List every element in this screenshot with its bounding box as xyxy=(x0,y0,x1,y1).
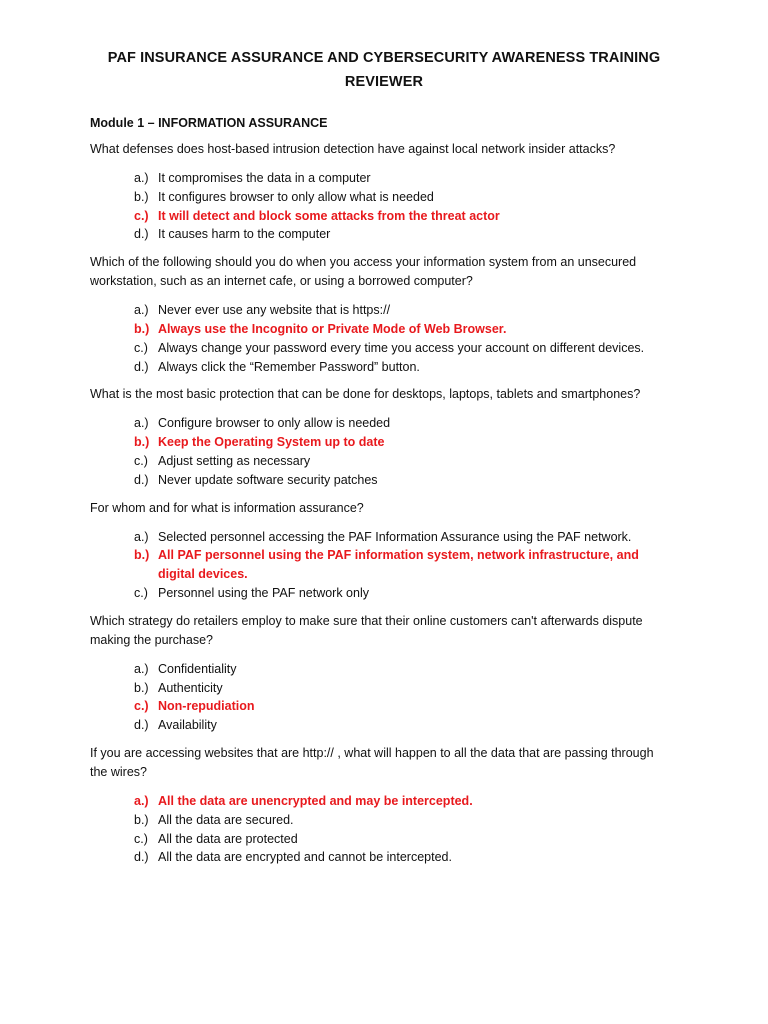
answer-choice xyxy=(134,830,678,849)
answer-choice xyxy=(134,528,678,547)
choice-text: Adjust setting as necessary xyxy=(158,453,311,468)
choice-letter: a.) xyxy=(134,793,149,808)
choice-text: Always click the “Remember Password” button. xyxy=(158,359,420,374)
choice-letter: c.) xyxy=(134,585,148,600)
correct-answer-choice xyxy=(134,207,678,226)
question-block xyxy=(90,499,678,603)
answer-choice xyxy=(134,339,678,358)
module-heading: Module 1 – INFORMATION ASSURANCE xyxy=(90,116,328,130)
document-title: PAF INSURANCE ASSURANCE AND CYBERSECURITY AWARENESS TRAINING REVIEWER xyxy=(107,50,661,90)
choice-text: Non-repudiation xyxy=(158,699,255,714)
question-block xyxy=(90,385,678,489)
answer-choice xyxy=(134,848,678,867)
choice-letter: b.) xyxy=(134,680,149,695)
answer-choice xyxy=(134,301,678,320)
question-text: For whom and for what is information assurance? xyxy=(90,500,364,515)
correct-answer-choice xyxy=(134,546,678,584)
choice-text: Always change your password every time you access your account on different devices. xyxy=(158,340,645,355)
question-text: If you are accessing websites that are http:// , what will happen to all the data that are passing through the wires? xyxy=(90,745,654,779)
choice-text: It configures browser to only allow what is needed xyxy=(158,189,434,204)
answer-choice xyxy=(134,169,678,188)
choice-letter: d.) xyxy=(134,472,149,487)
choice-letter: b.) xyxy=(134,189,149,204)
question-block xyxy=(90,140,678,244)
correct-answer-choice xyxy=(134,697,678,716)
choice-letter: c.) xyxy=(134,831,148,846)
question-block xyxy=(90,253,678,376)
choice-list xyxy=(90,169,678,244)
choice-text: All the data are protected xyxy=(158,831,298,846)
choice-list xyxy=(90,528,678,603)
choice-text: Keep the Operating System up to date xyxy=(158,435,385,450)
answer-choice xyxy=(134,358,678,377)
choice-list xyxy=(90,301,678,376)
choice-text: Personnel using the PAF network only xyxy=(158,585,369,600)
answer-choice xyxy=(134,414,678,433)
choice-letter: a.) xyxy=(134,661,149,676)
answer-choice xyxy=(134,225,678,244)
answer-choice xyxy=(134,811,678,830)
answer-choice xyxy=(134,716,678,735)
choice-text: All PAF personnel using the PAF information system, network infrastructure, and digital devices. xyxy=(158,548,639,582)
choice-text: All the data are secured. xyxy=(158,812,294,827)
choice-letter: c.) xyxy=(134,453,148,468)
question-text: What is the most basic protection that can be done for desktops, laptops, tablets and smartphones? xyxy=(90,387,641,402)
choice-letter: b.) xyxy=(134,548,150,563)
correct-answer-choice xyxy=(134,433,678,452)
choice-letter: d.) xyxy=(134,227,149,242)
choice-letter: a.) xyxy=(134,416,149,431)
question-list xyxy=(90,140,678,867)
answer-choice xyxy=(134,584,678,603)
choice-text: It causes harm to the computer xyxy=(158,227,331,242)
choice-letter: b.) xyxy=(134,321,150,336)
choice-list xyxy=(90,792,678,867)
choice-text: Authenticity xyxy=(158,680,223,695)
choice-letter: b.) xyxy=(134,812,149,827)
choice-list xyxy=(90,660,678,735)
choice-text: Configure browser to only allow is needed xyxy=(158,416,391,431)
question-text: Which strategy do retailers employ to make sure that their online customers can't afterwards dispute making the purchase? xyxy=(90,613,643,647)
correct-answer-choice xyxy=(134,320,678,339)
choice-text: All the data are encrypted and cannot be intercepted. xyxy=(158,850,452,865)
choice-text: All the data are unencrypted and may be intercepted. xyxy=(158,793,473,808)
choice-letter: a.) xyxy=(134,529,149,544)
answer-choice xyxy=(134,660,678,679)
choice-letter: c.) xyxy=(134,340,148,355)
choice-text: It will detect and block some attacks from the threat actor xyxy=(158,208,500,223)
choice-letter: d.) xyxy=(134,359,149,374)
choice-letter: c.) xyxy=(134,208,149,223)
question-block xyxy=(90,744,678,867)
choice-letter: d.) xyxy=(134,850,149,865)
question-block xyxy=(90,612,678,735)
correct-answer-choice xyxy=(134,792,678,811)
choice-letter: d.) xyxy=(134,718,149,733)
choice-letter: a.) xyxy=(134,171,149,185)
choice-letter: a.) xyxy=(134,303,149,318)
choice-text: Confidentiality xyxy=(158,661,237,676)
answer-choice xyxy=(134,188,678,207)
choice-text: Never ever use any website that is https:// xyxy=(158,303,391,318)
choice-text: It compromises the data in a computer xyxy=(158,171,371,185)
answer-choice xyxy=(134,471,678,490)
question-text: Which of the following should you do when you access your information system from an unsecured workstation, such as an internet cafe, or using a borrowed computer? xyxy=(90,255,637,289)
choice-text: Always use the Incognito or Private Mode of Web Browser. xyxy=(158,321,507,336)
answer-choice xyxy=(134,679,678,698)
choice-text: Availability xyxy=(158,718,217,733)
question-text: What defenses does host-based intrusion detection have against local network insider attacks? xyxy=(90,142,616,156)
choice-text: Never update software security patches xyxy=(158,472,378,487)
choice-letter: c.) xyxy=(134,699,149,714)
answer-choice xyxy=(134,452,678,471)
choice-list xyxy=(90,414,678,489)
choice-text: Selected personnel accessing the PAF Information Assurance using the PAF network. xyxy=(158,529,632,544)
choice-letter: b.) xyxy=(134,435,150,450)
